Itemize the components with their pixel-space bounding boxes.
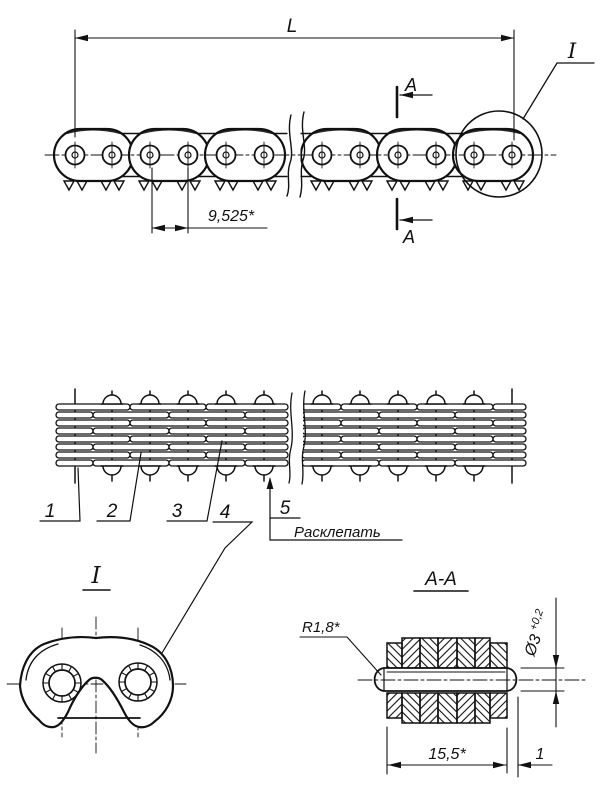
callout-leaders	[40, 441, 402, 668]
radius-label: R1,8*	[302, 619, 340, 636]
plate-section-top	[387, 638, 507, 668]
rivet-note: Расклепать	[294, 524, 381, 541]
plan-view	[40, 389, 526, 668]
callout-3-label: 3	[171, 501, 183, 522]
diameter-tolerance-label: +0,2	[527, 607, 547, 633]
head-offset-label: 1	[535, 746, 545, 763]
overall-length-label: L	[286, 16, 298, 37]
radius-leader	[300, 637, 381, 675]
callout-1-label: 1	[44, 501, 56, 522]
diameter-label: Ø3	[521, 632, 546, 659]
section-mark-label-bottom: A	[403, 227, 416, 247]
pin-section	[375, 668, 517, 691]
callout-2-label: 2	[106, 501, 118, 522]
callout-5-label: 5	[279, 498, 291, 519]
section-title: A-A	[425, 569, 457, 590]
section-mark-label-top: A	[405, 75, 418, 95]
plate-section-bottom	[387, 693, 507, 723]
callout-4-label: 4	[219, 502, 231, 523]
side-view	[45, 30, 594, 233]
pitch-label: 9,525*	[207, 208, 255, 225]
detail-view-I	[7, 590, 186, 753]
pin-length-label: 15,5*	[428, 746, 466, 763]
detail-callout-label: I	[567, 39, 577, 63]
detail-title: I	[91, 563, 101, 589]
